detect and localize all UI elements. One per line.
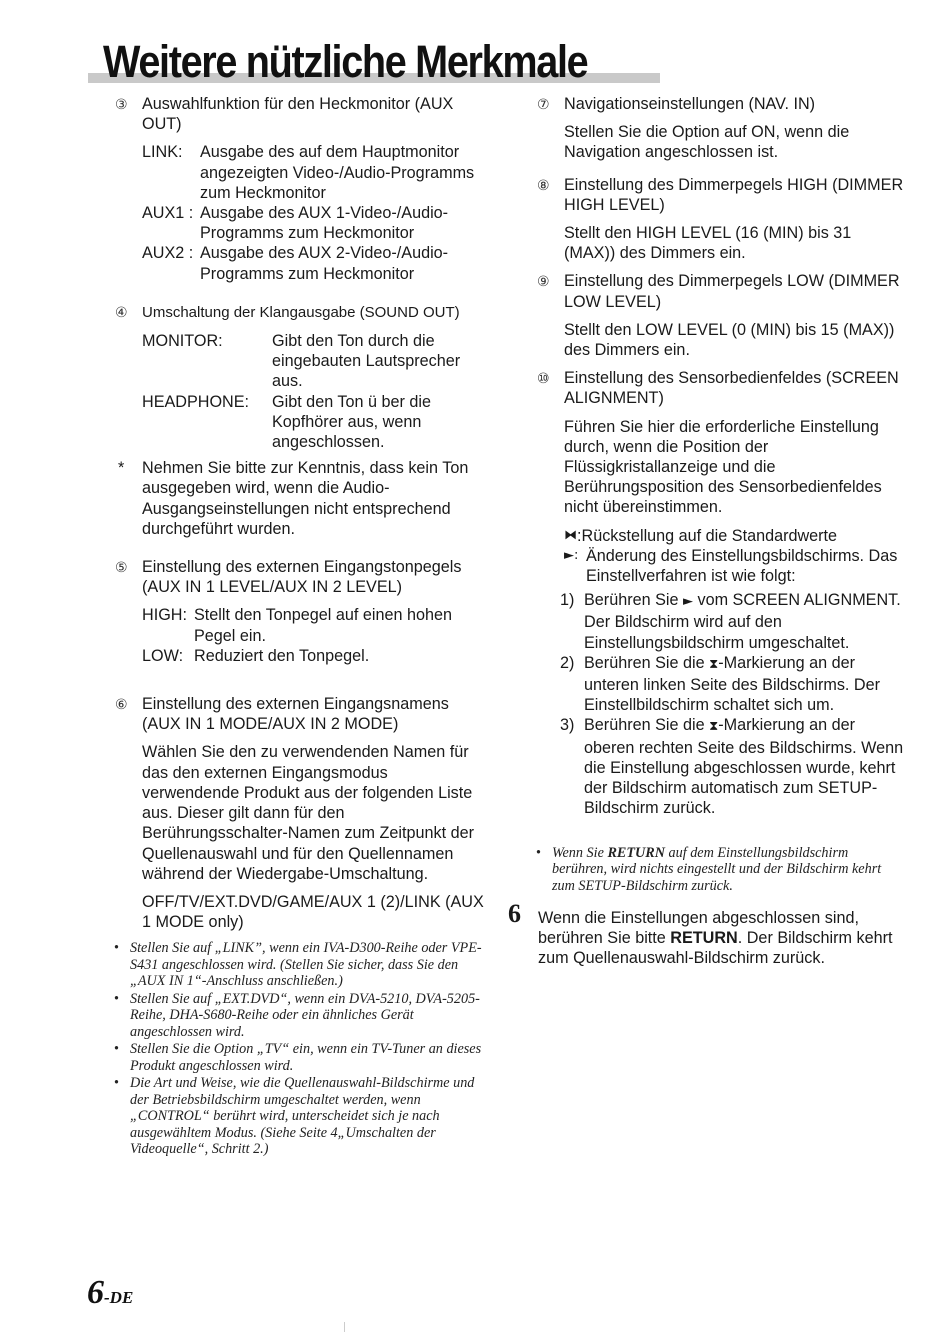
sound-out-note <box>112 458 487 539</box>
reset-symbol-row <box>564 526 904 546</box>
bullet-dot: • <box>114 1041 119 1058</box>
def-desc: Stellt den Tonpegel auf einen hohen Pegel ein. <box>194 606 453 645</box>
step-text-post: -Markierung an der oberen rechten Seite des Bildschirms. Wenn die Einstellung abgeschlossen wurde, kehrt der Bildschirm automatisch zum SETUP-Bildschirm zurück. <box>584 716 904 818</box>
def-row <box>142 646 487 666</box>
step-number: 3) <box>560 716 575 735</box>
right-column <box>508 94 904 969</box>
def-row <box>142 331 487 392</box>
note-bullet <box>108 1041 487 1074</box>
def-row <box>142 392 487 453</box>
def-term: HIGH: <box>142 606 187 625</box>
def-desc: Ausgabe des auf dem Hauptmonitor angezeigten Video-/Audio-Programms zum Heckmonitor <box>200 143 475 202</box>
bullet-dot: • <box>114 990 119 1007</box>
step-6-text-post: . Der Bildschirm kehrt zum Quellenauswahl-Bildschirm zurück. <box>538 929 893 968</box>
section-heading: Einstellung des externen Eingangsnamens (AUX IN 1 MODE/AUX IN 2 MODE) <box>142 695 449 734</box>
return-note <box>530 845 904 895</box>
page-number <box>87 1274 133 1312</box>
play-arrow-icon: ► <box>682 594 693 610</box>
note-text-post: auf dem Einstellungsbildschirm berühren, wird nichts eingestellt und der Bildschirm kehrt zum SETUP-Bildschirm zurück. <box>552 844 882 894</box>
item-marker: ⑥ <box>115 697 128 714</box>
return-keyword: RETURN <box>670 929 738 948</box>
def-term: HEADPHONE: <box>142 392 250 411</box>
note-text: Nehmen Sie bitte zur Kenntnis, dass kein Ton ausgegeben wird, wenn die Audio-Ausgangseinstellungen nicht entsprechend durchgeführt wurden. <box>142 459 469 538</box>
def-term: MONITOR: <box>142 332 223 351</box>
section-aux-out <box>112 94 487 134</box>
bullet-text <box>552 845 881 894</box>
def-term: LOW: <box>142 646 184 665</box>
step-text <box>584 653 904 716</box>
bullet-dot: • <box>114 940 119 957</box>
dimmer-high-description: Stellt den HIGH LEVEL (16 (MIN) bis 31 (MAX)) des Dimmers ein. <box>564 224 852 263</box>
section-heading: Umschaltung der Klangausgabe (SOUND OUT) <box>142 303 460 321</box>
crop-mark <box>344 1322 345 1332</box>
section-heading: Auswahlfunktion für den Heckmonitor (AUX OUT) <box>142 95 454 134</box>
def-term: AUX2 : <box>142 244 194 263</box>
change-symbol-row <box>564 546 904 586</box>
def-desc: Gibt den Ton ü ber die Kopfhörer aus, wenn angeschlossen. <box>272 392 431 452</box>
page-title: Weitere nützliche Merkmale <box>103 36 588 87</box>
note-bullet <box>530 845 904 895</box>
def-term: LINK: <box>142 143 183 162</box>
aux-in-mode-values: OFF/TV/EXT.DVD/GAME/AUX 1 (2)/LINK (AUX 1 MODE only) <box>142 892 484 932</box>
section-heading: Einstellung des Dimmerpegels LOW (DIMMER LOW LEVEL) <box>564 272 900 311</box>
note-bullet <box>108 991 487 1041</box>
hourglass-marker-icon: ⧗ <box>709 656 719 672</box>
step-6 <box>508 899 904 969</box>
section-aux-in-level <box>112 557 487 597</box>
aux-in-mode-notes <box>108 940 487 1158</box>
section-heading: Einstellung des Sensorbedienfeldes (SCREEN ALIGNMENT) <box>564 369 899 408</box>
step-text <box>584 715 904 818</box>
note-bullet <box>108 940 487 990</box>
page-number-digit: 6 <box>87 1274 104 1311</box>
page-number-suffix: -DE <box>104 1288 134 1307</box>
def-row <box>142 243 487 283</box>
dimmer-low-description: Stellt den LOW LEVEL (0 (MIN) bis 15 (MAX)) des Dimmers ein. <box>564 320 895 360</box>
bullet-text: Stellen Sie auf „LINK”, wenn ein IVA-D300-Reihe oder VPE-S431 angeschlossen wird. (Stellen Sie sicher, dass Sie den „AUX IN 1“-Anschluss anschließen.) <box>130 940 482 990</box>
aux-out-options <box>112 142 487 283</box>
item-marker: ③ <box>115 97 128 113</box>
bullet-dot: • <box>114 1075 119 1092</box>
alignment-step <box>560 653 904 716</box>
step-text-post: vom SCREEN ALIGNMENT. Der Bildschirm wird auf den Einstellungsbildschirm umgeschaltet. <box>584 591 901 652</box>
reset-symbol-text: :Rückstellung auf die Standardwerte <box>577 526 838 545</box>
hourglass-marker-icon: ⧗ <box>709 719 719 735</box>
bowtie-reset-icon: ⧓ <box>564 527 577 543</box>
section-aux-in-mode <box>112 694 487 734</box>
section-sound-out <box>112 302 487 323</box>
def-desc: Gibt den Ton durch die eingebauten Lautsprecher aus. <box>272 332 461 391</box>
def-desc: Ausgabe des AUX 1-Video-/Audio-Programms zum Heckmonitor <box>200 204 449 243</box>
section-dimmer-low <box>534 271 904 311</box>
def-desc: Reduziert den Tonpegel. <box>194 646 370 665</box>
aux-in-level-options <box>112 605 487 666</box>
alignment-step <box>560 715 904 818</box>
step-text <box>584 590 904 653</box>
def-row <box>142 605 487 645</box>
step-number: 1) <box>560 591 575 610</box>
bullet-text: Stellen Sie auf „EXT.DVD“, wenn ein DVA-5210, DVA-5205-Reihe, DHA-S680-Reihe oder ein ähnliches Gerät angeschlossen wird. <box>130 990 480 1040</box>
bullet-text: Stellen Sie die Option „TV“ ein, wenn ein TV-Tuner an dieses Produkt angeschlossen wird. <box>130 1041 482 1074</box>
item-marker: ④ <box>115 304 128 321</box>
alignment-steps <box>560 590 904 818</box>
bullet-text: Die Art und Weise, wie die Quellenauswahl-Bildschirme und der Betriebsbildschirm umgeschaltet werden, wenn „CONTROL“ berührt wird, unterscheidet sich je nach ausgewähltem Modus. (Siehe Seite 4„Umschalten der Videoquelle“, Schritt 2.) <box>130 1075 475 1158</box>
section-dimmer-high <box>534 175 904 215</box>
note-text-pre: Wenn Sie <box>552 844 608 861</box>
sound-out-options <box>112 331 487 452</box>
step-text-pre: Berühren Sie die <box>584 716 710 735</box>
item-marker: ⑦ <box>537 97 550 113</box>
section-screen-alignment <box>534 368 904 408</box>
item-marker: ⑩ <box>537 371 550 388</box>
play-arrow-icon: ►: <box>564 547 579 563</box>
step-text-pre: Berühren Sie die <box>584 653 710 672</box>
def-row <box>142 203 487 243</box>
step-text-pre: Berühren Sie <box>584 591 683 610</box>
item-marker: ⑨ <box>537 274 550 291</box>
change-symbol-text: Änderung des Einstellungsbildschirms. Das Einstellverfahren ist wie folgt: <box>586 546 898 586</box>
def-term: AUX1 : <box>142 204 194 223</box>
def-row <box>142 142 487 203</box>
screen-alignment-symbols <box>534 526 904 587</box>
section-heading: Einstellung des externen Eingangstonpegels (AUX IN 1 LEVEL/AUX IN 2 LEVEL) <box>142 558 462 597</box>
alignment-step <box>560 590 904 653</box>
return-keyword: RETURN <box>607 844 665 861</box>
section-heading: Einstellung des Dimmerpegels HIGH (DIMMER HIGH LEVEL) <box>564 175 904 214</box>
section-nav-in <box>534 94 904 114</box>
screen-alignment-description: Führen Sie hier die erforderliche Einstellung durch, wenn die Position der Flüssigkristallanzeige und die Berührungsposition des Sensorbedienfeldes nicht übereinstimmen. <box>564 417 882 517</box>
section-heading: Navigationseinstellungen (NAV. IN) <box>564 95 816 113</box>
step-6-number: 6 <box>508 899 521 928</box>
item-marker: ⑤ <box>115 560 128 577</box>
step-6-text-pre: Wenn die Einstellungen abgeschlossen sind, berühren Sie bitte <box>538 909 859 948</box>
asterisk: * <box>118 459 125 478</box>
step-number: 2) <box>560 653 575 672</box>
def-desc: Ausgabe des AUX 2-Video-/Audio-Programms zum Heckmonitor <box>200 244 449 283</box>
left-column <box>112 94 487 1159</box>
bullet-dot: • <box>536 844 541 861</box>
aux-in-mode-description: Wählen Sie den zu verwendenden Namen für das den externen Eingangsmodus verwendende Produkt aus der folgenden Liste aus. Dieser gilt dann für den Berührungsschalter-Namen zum Zeitpunkt der Quellenauswahl und für den Quellennamen während der Wiedergabe-Umschaltung. <box>142 743 474 883</box>
item-marker: ⑧ <box>537 177 550 194</box>
nav-in-description: Stellen Sie die Option auf ON, wenn die Navigation angeschlossen ist. <box>564 123 850 162</box>
step-text-post: -Markierung an der unteren linken Seite des Bildschirms. Der Einstellbildschirm schaltet sich um. <box>584 653 881 715</box>
note-bullet <box>108 1075 487 1158</box>
